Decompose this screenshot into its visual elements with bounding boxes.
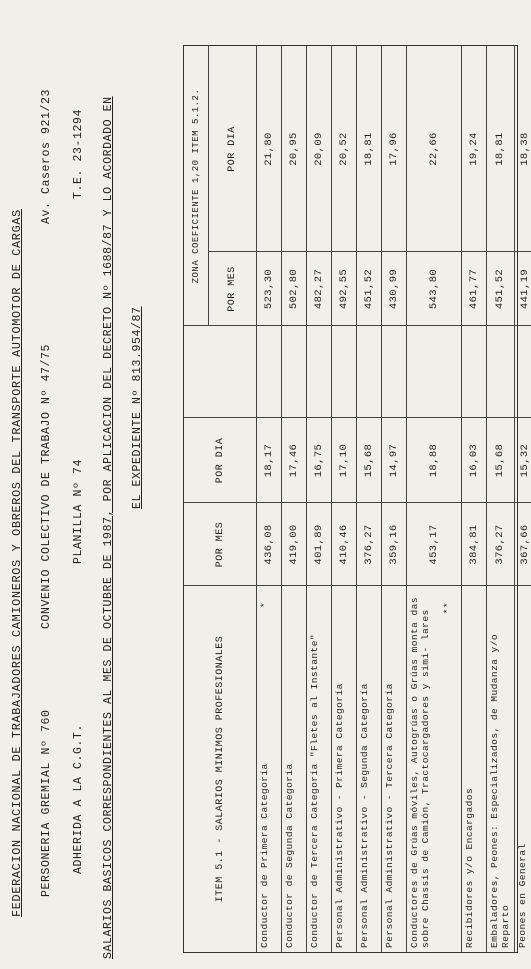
- row-label-text: Personal Administrativo - Tercera Categoría: [384, 683, 395, 948]
- cell-zona-por-mes: 523,30: [262, 268, 275, 310]
- column-header-zona: ZONA COEFICIENTE 1,20 ITEM 5.1.2.: [191, 88, 201, 284]
- cell-zona-por-dia: 20,09: [312, 132, 325, 166]
- column-header-zona-por-mes: POR MES: [226, 266, 238, 312]
- row-label: [486, 590, 514, 952]
- row-label-text: Peones en General: [517, 843, 528, 948]
- row-label-text: Embaladores, Peones: Especializados, de Mudanza y/o Reparto: [489, 633, 511, 948]
- row-label-text: Personal Administrativo - Segunda Categoría: [359, 683, 370, 948]
- row-label-text: Conductor de Primera Categoría: [259, 763, 270, 948]
- cell-zona-por-mes: 430,99: [387, 268, 400, 310]
- cell-zona-por-mes: 543,80: [427, 268, 440, 310]
- document-title: FEDERACION NACIONAL DE TRABAJADORES CAMIONEROS Y OBREROS DEL TRANSPORTE AUTOMOTOR DE CARGAS: [10, 209, 24, 917]
- adherida-cgt: ADHERIDA A LA C.G.T.: [72, 723, 85, 874]
- cell-por-mes: 401,89: [312, 524, 325, 565]
- cell-por-dia: 15,68: [362, 443, 375, 478]
- address: Av. Caseros 921/23: [40, 88, 53, 224]
- row-footnote-mark: *: [259, 602, 270, 609]
- cell-por-dia: 18,88: [427, 443, 440, 478]
- expediente: EL EXPEDIENTE Nº 813.954/87: [131, 306, 144, 509]
- cell-zona-por-dia: 20,95: [287, 132, 300, 166]
- column-header-zona-por-dia: POR DIA: [226, 126, 238, 172]
- cell-zona-por-dia: 18,81: [494, 132, 506, 166]
- row-label: [331, 590, 356, 952]
- cell-por-dia: 17,46: [287, 443, 300, 478]
- cell-por-dia: 14,97: [387, 443, 400, 478]
- cell-por-dia: 16,03: [467, 443, 480, 478]
- row-label: [256, 590, 281, 952]
- cell-zona-por-dia: 19,24: [467, 132, 480, 166]
- row-label-text: Conductor de Tercera Categoría "Fletes al Instante": [309, 633, 320, 948]
- row-label: [406, 590, 461, 952]
- cell-zona-por-dia: 21,80: [262, 132, 275, 166]
- column-header-por-mes: POR MES: [214, 521, 226, 568]
- cell-zona-por-mes: 451,52: [362, 268, 375, 310]
- row-label: [281, 590, 306, 952]
- cell-zona-por-mes: 502,80: [287, 268, 300, 310]
- personeria-gremial: PERSONERIA GREMIAL Nº 760: [40, 709, 53, 897]
- salary-table: [183, 45, 531, 953]
- row-label: [514, 590, 531, 952]
- column-header-item: ITEM 5.1 - SALARIOS MINIMOS PROFESIONALES: [214, 635, 226, 903]
- cell-zona-por-dia: 17,96: [387, 132, 400, 166]
- cell-por-dia: 17,10: [337, 443, 350, 478]
- cell-por-mes: 376,27: [362, 524, 375, 565]
- cell-por-dia: 16,75: [312, 443, 325, 478]
- row-label-text: Personal Administrativo - Primera Categoría: [334, 683, 345, 948]
- cell-zona-por-dia: 18,81: [362, 132, 375, 166]
- cell-por-dia: 18,17: [262, 443, 275, 478]
- cell-por-mes: 410,46: [337, 524, 350, 565]
- column-header-por-dia: POR DIA: [214, 437, 226, 484]
- row-label-text: Conductor de Segunda Categoría: [284, 763, 295, 948]
- cell-por-mes: 359,16: [387, 524, 400, 565]
- cell-por-mes: 384,81: [467, 524, 480, 565]
- row-label: [356, 590, 381, 952]
- cell-zona-por-dia: 22,66: [427, 132, 440, 166]
- cell-zona-por-mes: 461,77: [467, 268, 480, 310]
- row-footnote-mark: **: [442, 602, 453, 615]
- cell-zona-por-dia: 20,52: [337, 132, 350, 166]
- row-label-text: Conductores de Grúas móviles, Autogrúas o Grúas monta das sobre Chassis de Camión, Tractocargadores y simi- lares: [409, 597, 431, 948]
- cell-zona-por-mes: 451,52: [494, 268, 506, 310]
- cell-por-dia: 15,32: [518, 443, 531, 478]
- row-label-text: Recibidores y/o Encargados: [464, 787, 475, 948]
- cell-por-mes: 376,27: [494, 524, 506, 565]
- phone-number: T.E. 23-1294: [72, 108, 85, 199]
- cell-por-mes: 419,00: [287, 524, 300, 565]
- subtitle: SALARIOS BASICOS CORRESPONDIENTES AL MES DE OCTUBRE DE 1987, POR APLICACION DEL DECRETO Nº 1688/87 Y LO ACORDADO EN: [102, 96, 115, 959]
- row-label: [306, 590, 331, 952]
- cell-zona-por-mes: 482,27: [312, 268, 325, 310]
- row-label: [461, 590, 486, 952]
- cell-zona-por-mes: 492,55: [337, 268, 350, 310]
- convenio-colectivo: CONVENIO COLECTIVO DE TRABAJO Nº 47/75: [40, 343, 53, 629]
- cell-por-mes: 367,66: [518, 524, 531, 565]
- cell-zona-por-mes: 441,19: [518, 268, 531, 310]
- cell-por-dia: 15,68: [494, 443, 506, 478]
- planilla-number: PLANILLA Nº 74: [72, 458, 85, 564]
- cell-por-mes: 436,08: [262, 524, 275, 565]
- row-label: [381, 590, 406, 952]
- cell-zona-por-dia: 18,38: [518, 132, 531, 166]
- cell-por-mes: 453,17: [427, 524, 440, 565]
